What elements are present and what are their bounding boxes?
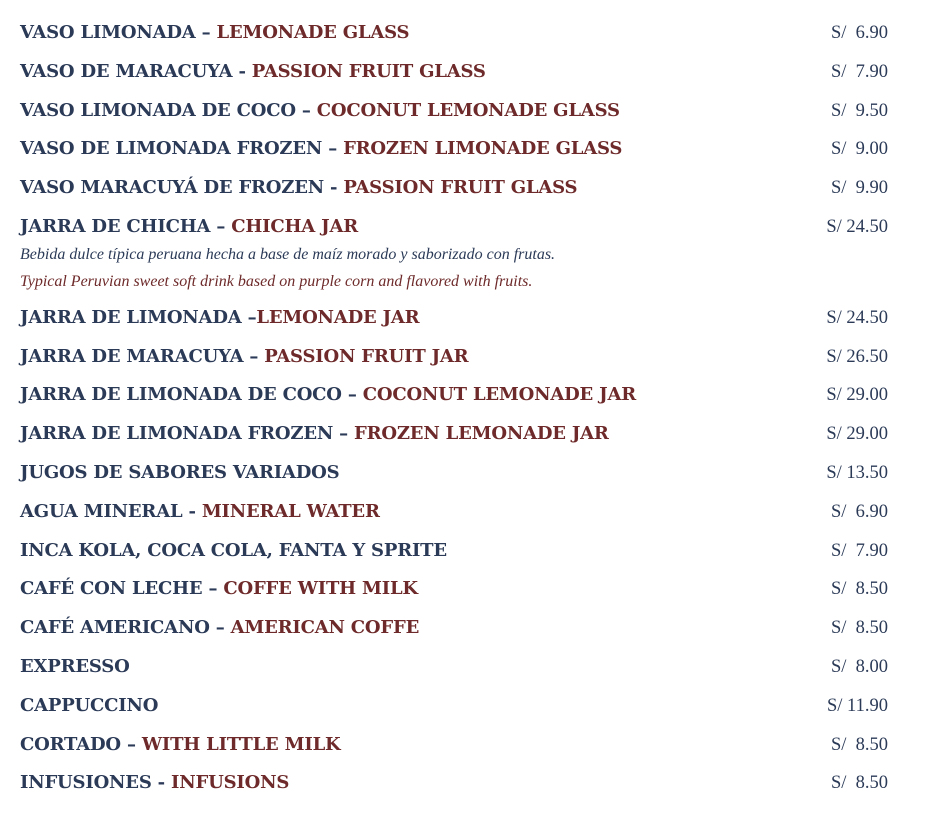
menu-item xyxy=(20,687,900,726)
item-name xyxy=(20,138,622,159)
item-name-en: FROZEN LEMONADE JAR xyxy=(354,423,609,445)
item-name-en: INFUSIONS xyxy=(171,772,290,794)
menu-item xyxy=(20,338,900,377)
item-name xyxy=(20,462,339,483)
item-name xyxy=(20,384,636,405)
menu-item xyxy=(20,570,900,609)
item-name xyxy=(20,734,340,755)
item-price: S/ 9.90 xyxy=(830,178,888,199)
item-price: S/ 24.50 xyxy=(826,216,888,237)
menu-item xyxy=(20,92,900,131)
item-price: S/ 6.90 xyxy=(830,501,888,522)
menu-item xyxy=(20,764,900,803)
item-name xyxy=(20,617,419,638)
item-name xyxy=(20,307,419,328)
item-price: S/ 29.00 xyxy=(826,424,888,445)
item-name xyxy=(20,177,577,198)
item-name-es: VASO MARACUYÁ DE FROZEN - xyxy=(20,177,344,199)
item-price: S/ 29.00 xyxy=(826,385,888,406)
menu-item xyxy=(20,299,900,338)
item-name xyxy=(20,540,447,561)
item-name-en: COCONUT LEMONADE GLASS xyxy=(316,99,620,121)
item-name-es: EXPRESSO xyxy=(20,655,130,677)
menu-item xyxy=(20,493,900,532)
item-name-en: PASSION FRUIT GLASS xyxy=(343,177,578,199)
item-name-en: COFFE WITH MILK xyxy=(223,578,418,600)
item-name-es: JARRA DE LIMONADA – xyxy=(20,306,257,328)
menu-item xyxy=(20,130,900,169)
item-name-en: LEMONADE GLASS xyxy=(216,22,410,43)
item-price: S/ 26.50 xyxy=(826,346,888,367)
item-price: S/ 8.50 xyxy=(830,734,888,755)
item-price: S/ 11.90 xyxy=(827,695,888,716)
item-name xyxy=(20,346,468,367)
item-price: S/ 13.50 xyxy=(826,462,888,483)
item-name-en: PASSION FRUIT GLASS xyxy=(251,60,486,82)
item-name xyxy=(20,656,130,677)
item-name-en: PASSION FRUIT JAR xyxy=(264,345,469,367)
item-name xyxy=(20,61,486,82)
item-name-es: CAFÉ CON LECHE – xyxy=(20,578,224,600)
menu-item xyxy=(20,14,900,53)
item-name-es: CAFÉ AMERICANO – xyxy=(20,617,231,639)
menu-item xyxy=(20,53,900,92)
menu-item xyxy=(20,376,900,415)
item-price: S/ 9.00 xyxy=(830,139,888,160)
drinks-menu xyxy=(20,14,900,803)
item-name-es: JARRA DE LIMONADA FROZEN – xyxy=(20,423,355,445)
item-name xyxy=(20,578,418,599)
item-description xyxy=(20,241,900,295)
item-name xyxy=(20,501,380,522)
item-name-en: COCONUT LEMONADE JAR xyxy=(362,384,636,406)
item-name xyxy=(20,22,409,43)
item-name xyxy=(20,772,289,793)
item-name-en: MINERAL WATER xyxy=(201,500,380,522)
item-price: S/ 24.50 xyxy=(826,307,888,328)
item-price: S/ 7.90 xyxy=(830,61,888,82)
item-name xyxy=(20,695,158,716)
item-name-es: VASO LIMONADA – xyxy=(20,22,217,43)
item-name-es: INFUSIONES - xyxy=(20,772,172,794)
item-price: S/ 9.50 xyxy=(830,100,888,121)
item-name-es: VASO DE LIMONADA FROZEN – xyxy=(20,138,344,160)
item-name-es: JARRA DE LIMONADA DE COCO – xyxy=(20,384,363,406)
menu-item xyxy=(20,726,900,765)
menu-item xyxy=(20,454,900,493)
menu-item xyxy=(20,208,900,247)
menu-item xyxy=(20,532,900,571)
item-name-es: INCA KOLA, COCA COLA, FANTA Y SPRITE xyxy=(20,539,447,561)
item-price: S/ 8.00 xyxy=(830,656,888,677)
item-name-en: CHICHA JAR xyxy=(231,215,358,237)
item-name-es: AGUA MINERAL - xyxy=(20,500,202,522)
item-name-en: LEMONADE JAR xyxy=(256,306,420,328)
item-name-es: JARRA DE CHICHA – xyxy=(20,215,232,237)
item-price: S/ 8.50 xyxy=(830,773,888,794)
item-name-en: FROZEN LIMONADE GLASS xyxy=(343,138,623,160)
menu-item xyxy=(20,648,900,687)
item-name-es: CAPPUCCINO xyxy=(20,694,159,716)
item-name-es: VASO DE MARACUYA - xyxy=(20,60,252,82)
menu-item xyxy=(20,415,900,454)
item-name-es: JUGOS DE SABORES VARIADOS xyxy=(20,461,340,483)
menu-item xyxy=(20,609,900,648)
item-description-es: Bebida dulce típica peruana hecha a base de maíz morado y saborizado con frutas. xyxy=(20,245,556,263)
item-name xyxy=(20,216,358,237)
menu-item xyxy=(20,169,900,208)
item-price: S/ 6.90 xyxy=(830,23,888,43)
item-name-en: AMERICAN COFFE xyxy=(230,617,420,639)
item-name-en: WITH LITTLE MILK xyxy=(141,733,341,755)
item-name xyxy=(20,423,609,444)
item-name-es: VASO LIMONADA DE COCO – xyxy=(20,99,317,121)
item-name-es: CORTADO – xyxy=(20,733,142,755)
item-description-en: Typical Peruvian sweet soft drink based on purple corn and flavored with fruits. xyxy=(20,272,533,290)
item-price: S/ 7.90 xyxy=(830,540,888,561)
item-price: S/ 8.50 xyxy=(830,618,888,639)
item-price: S/ 8.50 xyxy=(830,579,888,600)
item-name xyxy=(20,100,620,121)
item-name-es: JARRA DE MARACUYA – xyxy=(20,345,265,367)
